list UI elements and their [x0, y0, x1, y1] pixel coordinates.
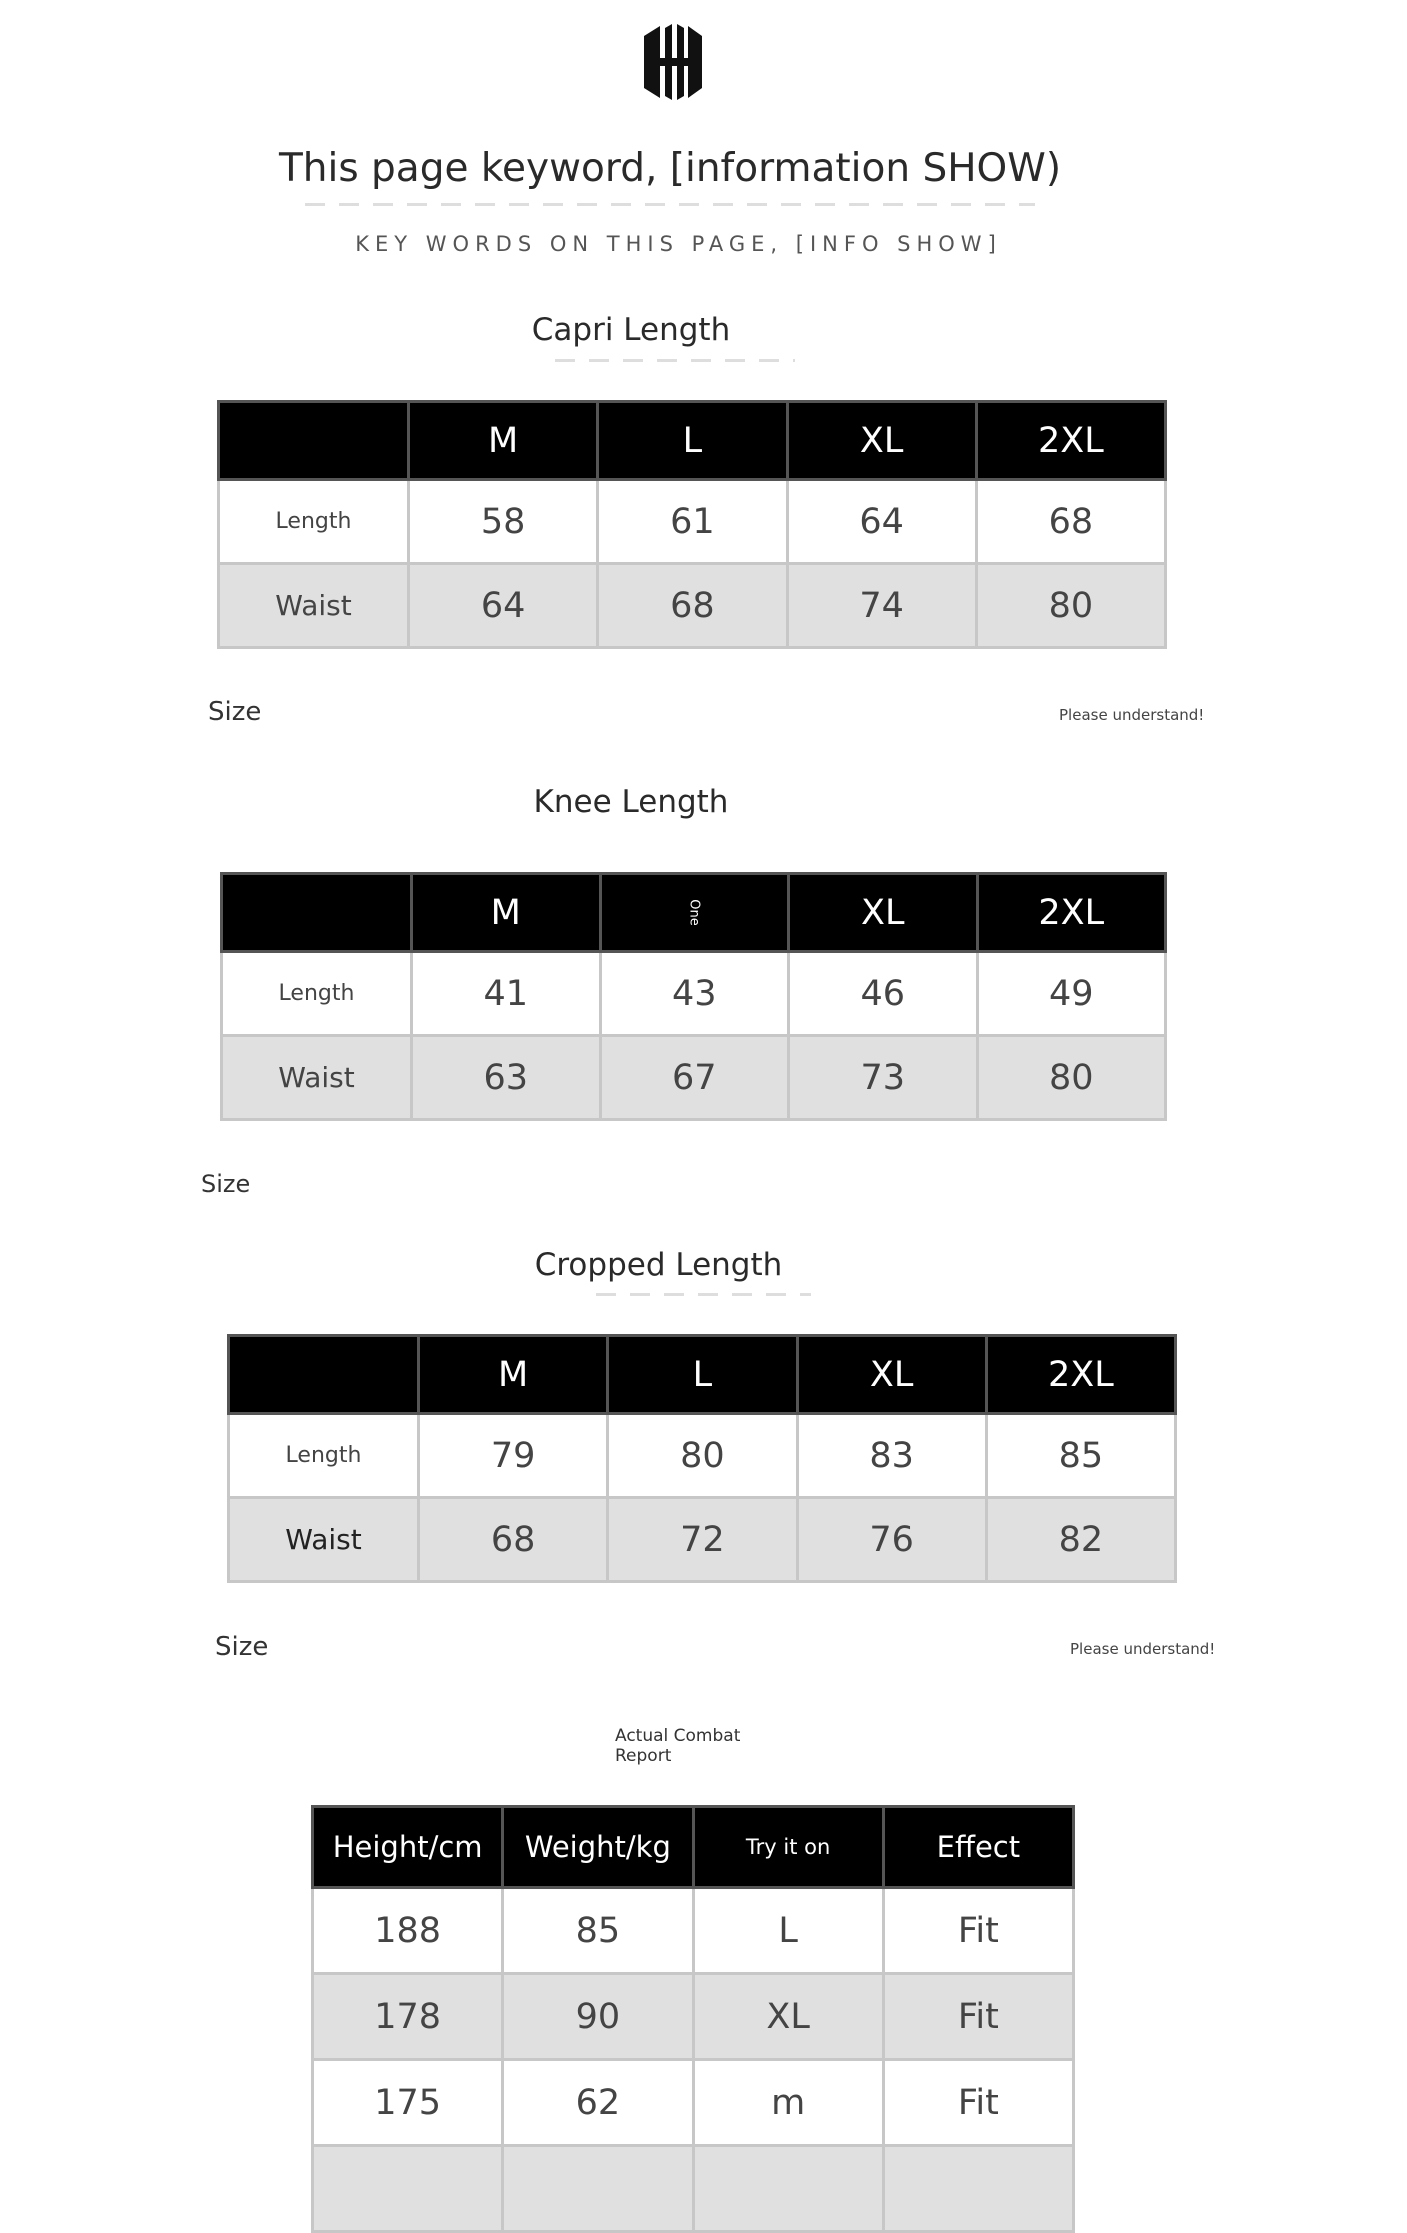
ghost-text-line [596, 1293, 811, 1296]
row-label: Waist [229, 1498, 419, 1582]
table-cell: m [693, 2060, 883, 2146]
table-cell: 74 [787, 564, 976, 648]
row-label: Length [219, 480, 409, 564]
row-label: Waist [219, 564, 409, 648]
table-cell [503, 2146, 693, 2232]
table-header-cell: M [412, 874, 601, 952]
table-cell: 85 [986, 1414, 1175, 1498]
ghost-text-line [305, 203, 1035, 206]
table-header-cell: 2XL [976, 402, 1165, 480]
table-cell: 82 [986, 1498, 1175, 1582]
fit-report-table [311, 1805, 1075, 2233]
rotated-header-label: One [686, 899, 702, 926]
table-cell: 61 [598, 480, 787, 564]
table-row [219, 564, 1166, 648]
table-cell [693, 2146, 883, 2232]
table-cell: Fit [883, 1888, 1073, 1974]
page-subheadline: KEY WORDS ON THIS PAGE, [INFO SHOW] [355, 232, 1002, 256]
table-cell [313, 2146, 503, 2232]
table-header-cell [229, 1336, 419, 1414]
table-cell: 83 [797, 1414, 986, 1498]
table-header-cell: Try it on [693, 1807, 883, 1888]
table-cell: 41 [412, 952, 601, 1036]
table-cell: L [693, 1888, 883, 1974]
table-cell: 64 [409, 564, 598, 648]
table-row [229, 1498, 1176, 1582]
size-label: Size [208, 697, 262, 727]
table-cell: 73 [789, 1036, 978, 1120]
ghost-text-line [555, 359, 795, 362]
table-cell: 178 [313, 1974, 503, 2060]
table-cell: 68 [419, 1498, 608, 1582]
table-cell: 64 [787, 480, 976, 564]
table-row [313, 1974, 1074, 2060]
size-table-capri [217, 400, 1167, 649]
size-table-cropped [227, 1334, 1177, 1583]
table-row [219, 480, 1166, 564]
table-cell: 79 [419, 1414, 608, 1498]
page-headline: This page keyword, [information SHOW) [278, 146, 1062, 191]
section-title-cropped: Cropped Length [534, 1247, 783, 1283]
report-title: Actual Combat Report [615, 1726, 741, 1766]
table-cell [883, 2146, 1073, 2232]
table-cell: 67 [600, 1036, 789, 1120]
table-cell: XL [693, 1974, 883, 2060]
table-header-cell: Effect [883, 1807, 1073, 1888]
table-header-cell: XL [787, 402, 976, 480]
table-cell: 188 [313, 1888, 503, 1974]
table-cell: 46 [789, 952, 978, 1036]
note-text: Please understand! [1059, 706, 1205, 724]
size-label: Size [201, 1170, 251, 1198]
brand-logo [638, 22, 708, 102]
table-header-cell [600, 874, 789, 952]
table-cell: 49 [977, 952, 1166, 1036]
table-cell: 72 [608, 1498, 797, 1582]
table-cell: 80 [977, 1036, 1166, 1120]
row-label: Length [222, 952, 412, 1036]
table-row [222, 1036, 1166, 1120]
table-cell: 43 [600, 952, 789, 1036]
table-cell: 68 [976, 480, 1165, 564]
section-title-capri: Capri Length [531, 312, 731, 348]
table-header-cell: 2XL [977, 874, 1166, 952]
table-cell: 62 [503, 2060, 693, 2146]
row-label: Length [229, 1414, 419, 1498]
table-cell: 90 [503, 1974, 693, 2060]
table-header-cell: L [608, 1336, 797, 1414]
table-cell: 63 [412, 1036, 601, 1120]
table-row [229, 1414, 1176, 1498]
table-row [313, 2146, 1074, 2232]
note-text: Please understand! [1070, 1640, 1216, 1658]
table-row [222, 952, 1166, 1036]
table-header-cell: L [598, 402, 787, 480]
table-header-cell: Height/cm [313, 1807, 503, 1888]
table-cell: 85 [503, 1888, 693, 1974]
table-row [313, 2060, 1074, 2146]
table-header-cell: XL [797, 1336, 986, 1414]
table-cell: 80 [608, 1414, 797, 1498]
size-table-knee [220, 872, 1167, 1121]
table-row [313, 1888, 1074, 1974]
table-cell: Fit [883, 2060, 1073, 2146]
table-header-cell [222, 874, 412, 952]
section-title-knee: Knee Length [533, 784, 729, 820]
table-cell: 58 [409, 480, 598, 564]
table-header-cell: M [409, 402, 598, 480]
row-label: Waist [222, 1036, 412, 1120]
table-cell: 175 [313, 2060, 503, 2146]
table-header-cell: XL [789, 874, 978, 952]
table-header-cell [219, 402, 409, 480]
table-header-cell: 2XL [986, 1336, 1175, 1414]
table-cell: 80 [976, 564, 1165, 648]
table-cell: 76 [797, 1498, 986, 1582]
table-cell: Fit [883, 1974, 1073, 2060]
size-label: Size [215, 1632, 269, 1662]
table-header-cell: M [419, 1336, 608, 1414]
table-header-cell: Weight/kg [503, 1807, 693, 1888]
table-cell: 68 [598, 564, 787, 648]
